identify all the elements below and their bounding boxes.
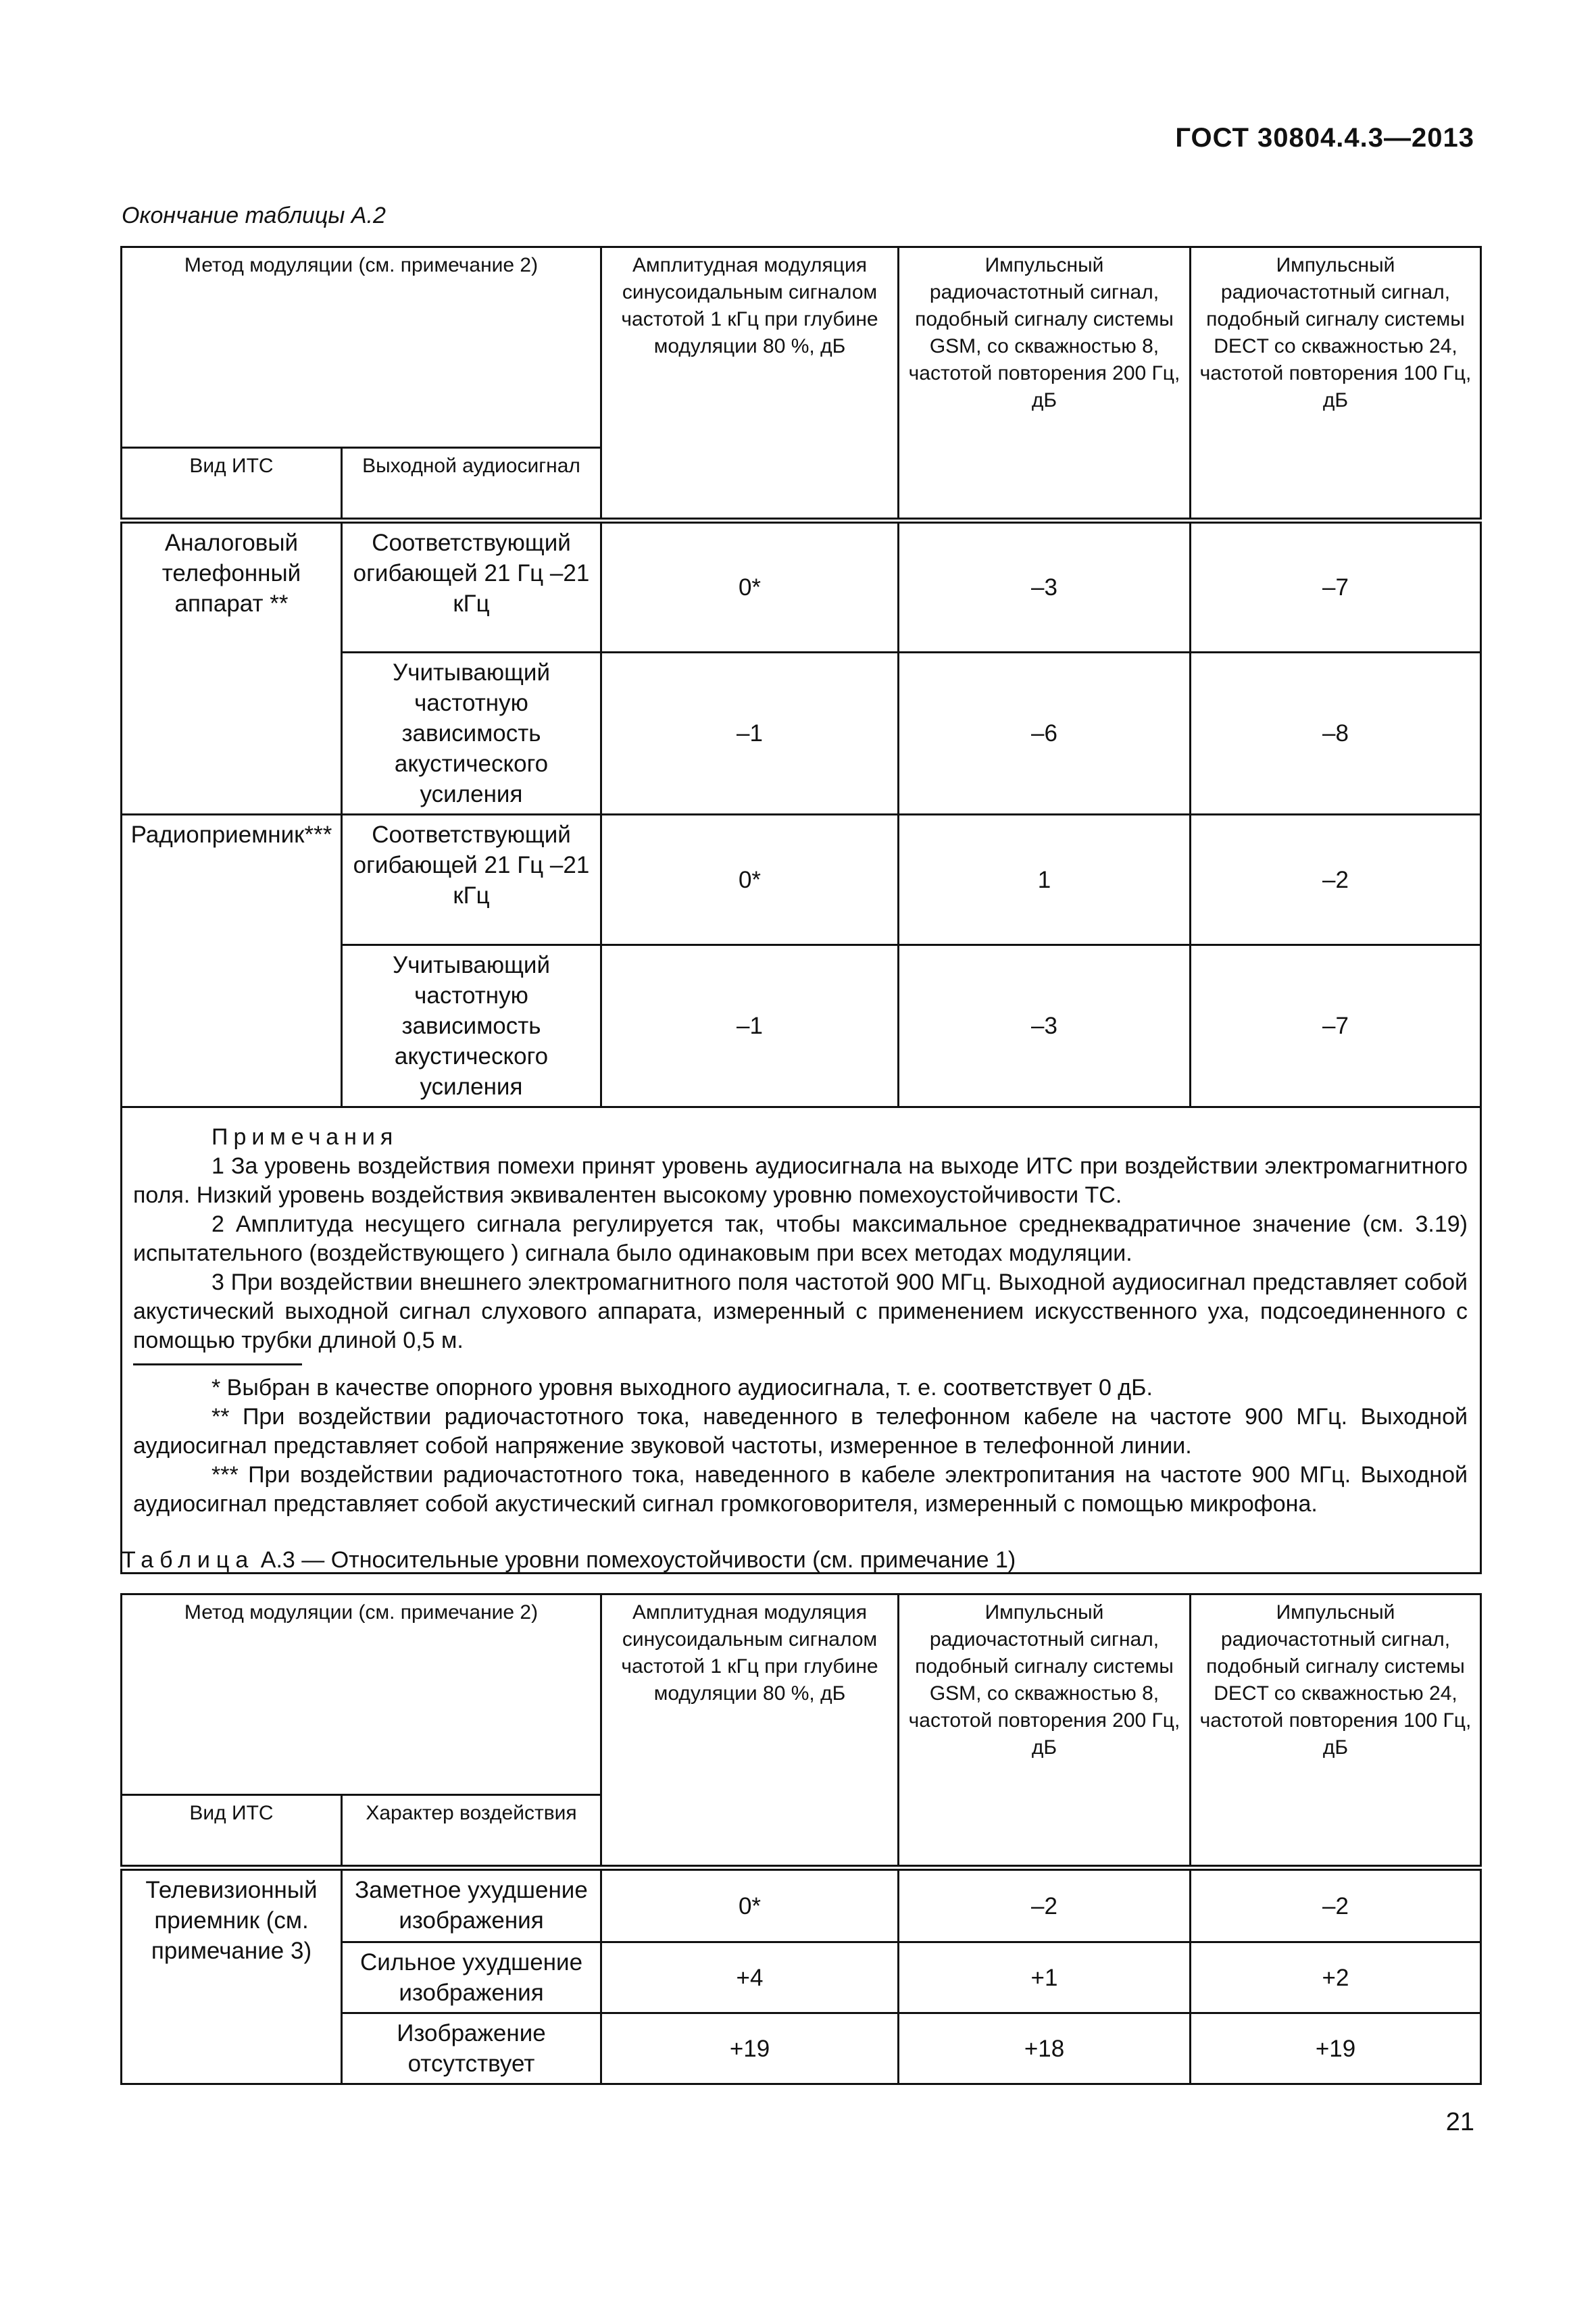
note-3: 3 При воздействии внешнего электромагнитного поля частотой 900 МГц. Выходной аудиосигнал представляет собой акустический выходной сигнал слухового аппарата, измеренный с применением искусственного уха, подсоединенного с помощью трубки длиной 0,5 м. — [133, 1269, 1468, 1353]
value-cell: –2 — [1191, 1868, 1481, 1942]
header-col-am: Амплитудная модуляция синусоидальным сигналом частотой 1 кГц при глубине модуляции 80 %, дБ — [601, 247, 899, 521]
table-a2 — [120, 246, 1482, 1574]
impact-cell: Сильное ухудшение изображения — [342, 1942, 601, 2013]
header-method: Метод модуляции (см. примечание 2) — [122, 247, 601, 448]
value-cell: +4 — [601, 1942, 899, 2013]
notes-title: Примечания — [211, 1124, 399, 1150]
header-col-dect: Импульсный радиочастотный сигнал, подобный сигналу системы DECT со скважностью 24, частотой повторения 100 Гц, дБ — [1191, 1594, 1481, 1868]
signal-cell: Учитывающий частотную зависимость акустического усиления — [342, 945, 601, 1107]
value-cell: –2 — [1191, 815, 1481, 945]
footnote-1: * Выбран в качестве опорного уровня выходного аудиосигнала, т. е. соответствует 0 дБ. — [211, 1375, 1153, 1401]
table-a3-caption — [122, 1547, 1016, 1574]
value-cell: +19 — [1191, 2013, 1481, 2084]
header-col-am: Амплитудная модуляция синусоидальным сигналом частотой 1 кГц при глубине модуляции 80 %, дБ — [601, 1594, 899, 1868]
impact-cell: Заметное ухудшение изображения — [342, 1868, 601, 1942]
device-cell: Телевизионный приемник (см. примечание 3) — [122, 1868, 342, 2084]
page-number: 21 — [1445, 2108, 1474, 2136]
table-a2-caption: Окончание таблицы А.2 — [122, 203, 386, 228]
footnote-divider — [133, 1363, 302, 1365]
table-a3-caption-label: Таблица — [122, 1547, 255, 1573]
value-cell: +1 — [899, 1942, 1191, 2013]
value-cell: –3 — [899, 945, 1191, 1107]
table-row — [122, 1868, 1481, 1942]
value-cell: –1 — [601, 945, 899, 1107]
header-col-gsm: Импульсный радиочастотный сигнал, подобный сигналу системы GSM, со скважностью 8, частотой повторения 200 Гц, дБ — [899, 1594, 1191, 1868]
value-cell: 0* — [601, 521, 899, 653]
value-cell: +18 — [899, 2013, 1191, 2084]
header-impact: Характер воздействия — [342, 1795, 601, 1868]
value-cell: +19 — [601, 2013, 899, 2084]
device-cell: Радиоприемник*** — [122, 815, 342, 1107]
impact-cell: Изображение отсутствует — [342, 2013, 601, 2084]
value-cell: –3 — [899, 521, 1191, 653]
table-row — [122, 815, 1481, 945]
note-1: 1 За уровень воздействия помехи принят уровень аудиосигнала на выходе ИТС при воздействии электромагнитного поля. Низкий уровень воздействия эквивалентен высокому уровню помехоустойчивости ТС. — [133, 1153, 1468, 1208]
signal-cell: Соответствующий огибающей 21 Гц –21 кГц — [342, 815, 601, 945]
footnote-3: *** При воздействии радиочастотного тока, наведенного в кабеле электропитания на частоте 900 МГц. Выходной аудиосигнал представляет собой акустический сигнал громкоговорителя, измеренный с помощью микрофона. — [133, 1462, 1468, 1517]
table-a3-caption-text: А.3 — Относительные уровни помехоустойчивости (см. примечание 1) — [260, 1547, 1016, 1573]
header-col-gsm: Импульсный радиочастотный сигнал, подобный сигналу системы GSM, со скважностью 8, частотой повторения 200 Гц, дБ — [899, 247, 1191, 521]
note-2: 2 Амплитуда несущего сигнала регулируется так, чтобы максимальное среднеквадратичное значение (см. 3.19) испытательного (воздействующего ) сигнала было одинаковым при всех методах модуляции. — [133, 1211, 1468, 1266]
header-col-dect: Импульсный радиочастотный сигнал, подобный сигналу системы DECT со скважностью 24, частотой повторения 100 Гц, дБ — [1191, 247, 1481, 521]
signal-cell: Соответствующий огибающей 21 Гц –21 кГц — [342, 521, 601, 653]
value-cell: –7 — [1191, 521, 1481, 653]
notes-block — [122, 1107, 1481, 1574]
value-cell: –8 — [1191, 653, 1481, 815]
header-method: Метод модуляции (см. примечание 2) — [122, 1594, 601, 1795]
table-a3 — [120, 1593, 1482, 2085]
value-cell: –6 — [899, 653, 1191, 815]
device-cell: Аналоговый телефонный аппарат ** — [122, 521, 342, 815]
footnote-2: ** При воздействии радиочастотного тока, наведенного в телефонном кабеле на частоте 900 МГц. Выходной аудиосигнал представляет собой напряжение звуковой частоты, измеренное в телефонной линии. — [133, 1404, 1468, 1459]
signal-cell: Учитывающий частотную зависимость акустического усиления — [342, 653, 601, 815]
header-output: Выходной аудиосигнал — [342, 448, 601, 521]
table-row — [122, 521, 1481, 653]
document-header: ГОСТ 30804.4.3—2013 — [1175, 123, 1474, 153]
value-cell: –1 — [601, 653, 899, 815]
value-cell: +2 — [1191, 1942, 1481, 2013]
header-type: Вид ИТС — [122, 1795, 342, 1868]
header-type: Вид ИТС — [122, 448, 342, 521]
value-cell: 0* — [601, 815, 899, 945]
value-cell: 1 — [899, 815, 1191, 945]
value-cell: –7 — [1191, 945, 1481, 1107]
value-cell: 0* — [601, 1868, 899, 1942]
value-cell: –2 — [899, 1868, 1191, 1942]
